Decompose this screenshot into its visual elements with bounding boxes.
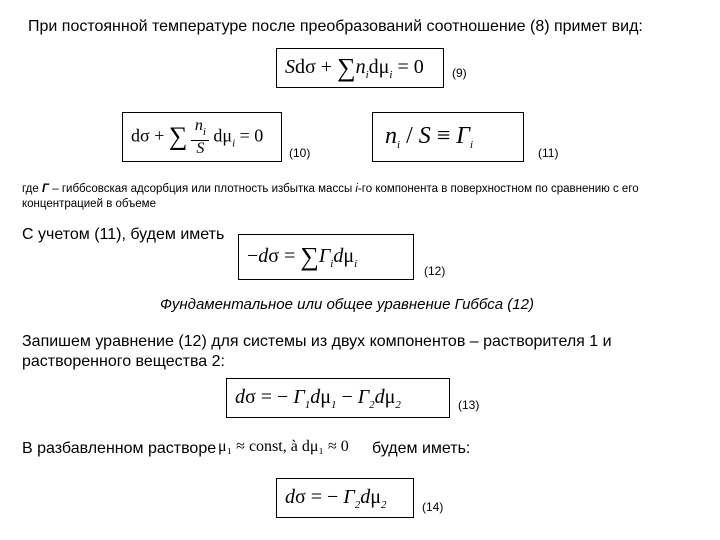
gibbs-equation-title: Фундаментальное или общее уравнение Гиббса (12) xyxy=(160,296,534,313)
dilute-condition: μ₁ ≈ const, à dμ₁ ≈ 0 xyxy=(218,438,349,455)
equation-14-number: (14) xyxy=(422,500,444,514)
equation-13-number: (13) xyxy=(458,398,480,412)
equation-13: dσ = − $Г_1d\mu_1 - Г_2d\mu_2$ xyxy=(226,378,450,418)
equation-12: $-d\sigma = \sum Г_id\mu_i$ xyxy=(238,234,414,280)
equation-10-number: (10) xyxy=(289,146,311,160)
equation-11-number: (11) xyxy=(538,146,559,160)
equation-10: dσ + ∑ $\frac{n_i}{S}$ $d\mu_i = 0$ xyxy=(122,112,282,162)
gamma-definition: где Г – гиббсовская адсорбция или плотность избытка массы i-го компонента в поверхностном по сравнению с его концентрацией в объеме xyxy=(22,183,639,210)
two-component-text: Запишем уравнение (12) для системы из двух компонентов – растворителя 1 и растворенного вещества 2: xyxy=(22,333,612,370)
dilute-prefix: В разбавленном растворе xyxy=(22,440,217,457)
intro-text: При постоянной температуре после преобразований соотношение (8) примет вид: xyxy=(28,18,643,35)
equation-9: $Sd\sigma + \sum n_id\mu_i = 0$ xyxy=(276,48,444,88)
dilute-suffix: будем иметь: xyxy=(372,440,471,457)
equation-14: dσ = − $Г_2d\mu_2$ xyxy=(276,478,414,518)
equation-12-number: (12) xyxy=(424,264,446,278)
equation-11: $n_i / S \equiv Г_i$ xyxy=(372,112,524,162)
equation-9-number: (9) xyxy=(452,66,467,80)
with-account-text: С учетом (11), будем иметь xyxy=(22,226,225,243)
